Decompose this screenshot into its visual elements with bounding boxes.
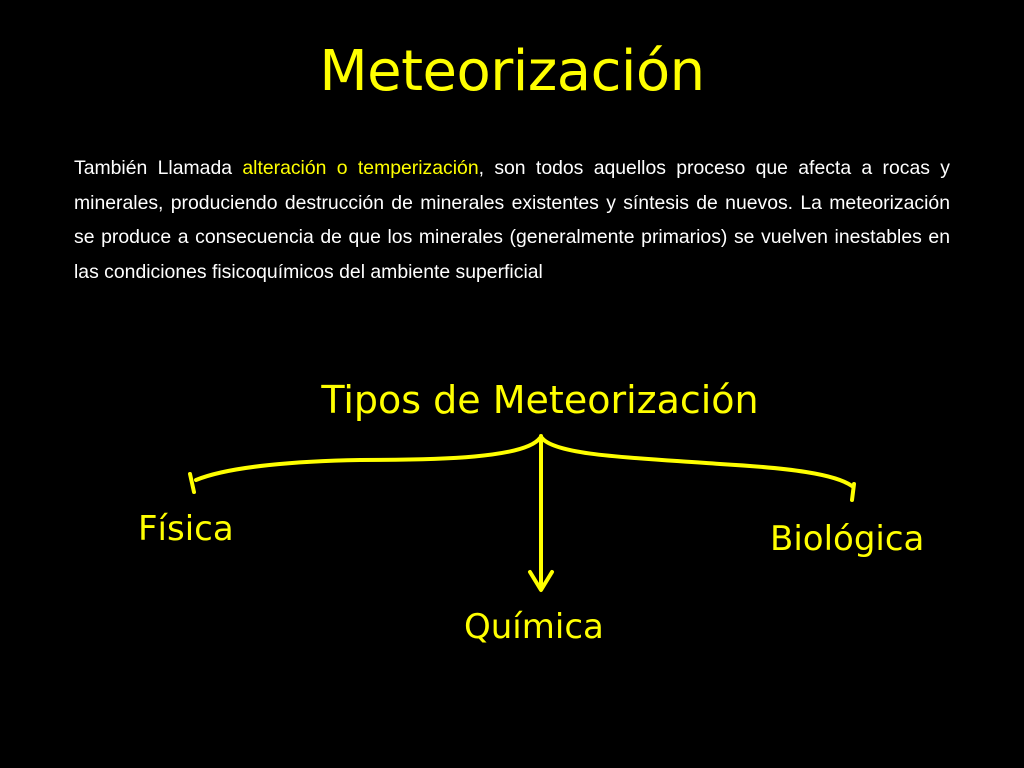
paragraph-highlight: alteración o temperización	[242, 157, 479, 179]
slide-title: Meteorización	[319, 39, 705, 104]
right-branch-hook	[852, 484, 854, 500]
branch-label-fisica: Física	[138, 509, 234, 549]
paragraph-intro: También Llamada	[74, 157, 243, 179]
branch-label-biologica: Biológica	[770, 519, 925, 559]
right-branch-line	[542, 438, 852, 486]
definition-paragraph	[74, 151, 950, 289]
diagram-root-label: Tipos de Meteorización	[321, 378, 759, 422]
center-arrow-head	[530, 572, 552, 590]
left-branch-hook	[190, 474, 194, 492]
left-branch-line	[196, 438, 540, 480]
branch-label-quimica: Química	[464, 607, 604, 647]
paragraph-body: , son todos aquellos proceso que afecta a rocas y minerales, produciendo destrucción de minerales existentes y síntesis de nuevos. La meteorización se produce a consecuencia de que los minerales (generalmente primarios) se vuelven inestables en las condiciones fisicoquímicos del ambiente superficial	[74, 157, 951, 283]
